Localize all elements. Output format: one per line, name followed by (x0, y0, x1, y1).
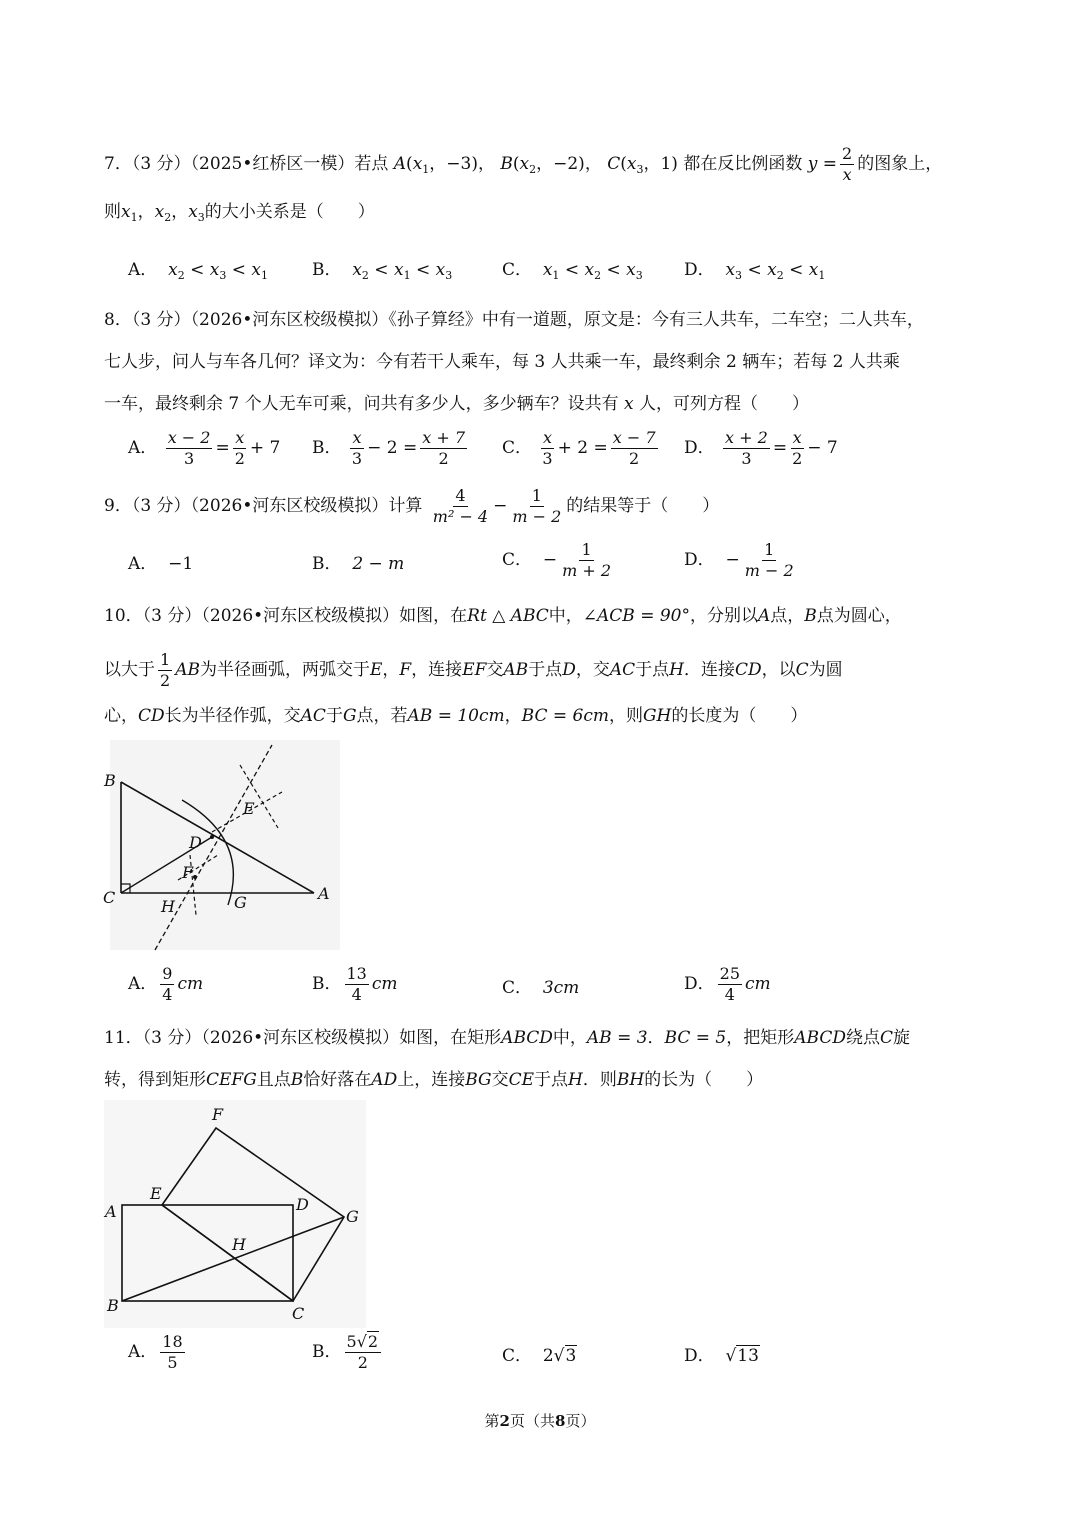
q11-option-a[interactable]: A． $\frac{18}{5}$ (128, 1332, 183, 1372)
page-total: 8 (555, 1412, 566, 1430)
label-g: G (234, 893, 247, 912)
q7-line-1: 7．（3 分）（2025•红桥区一模）若点 $A(x_1$，−3)， $B(x_2$，−2)， $C(x_3$，1) 都在反比例函数 y = $\frac{2}{x}$ 的图象上， (104, 144, 943, 184)
q10-line-1: 10．（3 分）（2026•河东区校级模拟）如图，在Rt △ ABC中，∠ACB = 90°，分别以A点，B点为圆心， (104, 606, 902, 626)
q8-score: （3 分） (131, 310, 191, 330)
figure-background (110, 740, 340, 950)
q7-score: （3 分） (131, 154, 191, 174)
label-b: B (104, 771, 116, 790)
label-a: A (318, 884, 330, 903)
label-f: F (182, 863, 194, 882)
label-h: H (161, 897, 175, 916)
q11-option-b[interactable]: B． $\frac{5√2}{2}$ (312, 1332, 384, 1373)
q11-figure (100, 1100, 370, 1328)
label-f: F (212, 1105, 224, 1124)
q8-option-b[interactable]: B． $\frac{x}{3}$ − 2 = $\frac{x + 7}{2}$ (312, 428, 465, 468)
q10-half-fraction: $\frac{1}{2}$ (160, 650, 171, 690)
q9-option-c[interactable]: C． − $\frac{1}{m + 2}$ (502, 540, 612, 580)
q10-option-c[interactable]: C． 3cm (502, 978, 580, 998)
q8-option-a[interactable]: A． $\frac{x - 2}{3}$ = $\frac{x}{2}$ + 7 (128, 428, 281, 468)
q10-line-3: 心，CD长为半径作弧，交AC于G点，若AB = 10cm，BC = 6cm，则GH的长度为（ ） (104, 706, 808, 726)
q7-source: （2025•红桥区一模） (190, 154, 355, 174)
q11-option-d[interactable]: D． √13 (684, 1346, 759, 1366)
q9-option-b[interactable]: B． 2 − m (312, 554, 405, 574)
q11-source: （2026•河东区校级模拟） (201, 1028, 400, 1048)
q7-function-fraction: $\frac{2}{x}$ (842, 144, 853, 184)
q7-number: 7． (104, 154, 132, 174)
q10-line-2: 以大于 $\frac{1}{2}$ AB为半径画弧，两弧交于E，F，连接EF交AB于点D，交AC于点H．连接CD，以C为圆 (104, 650, 843, 690)
q10-option-a[interactable]: A． $\frac{9}{4}$ cm (128, 964, 204, 1004)
label-c: C (292, 1304, 305, 1323)
q8-line-2: 七人步，问人与车各几何？译文为：今有若干人乘车，每 3 人共乘一车，最终剩余 2 辆车；若每 2 人共乘 (104, 352, 900, 372)
figure-background (104, 1100, 366, 1328)
q10-figure (100, 740, 350, 955)
label-d: D (189, 833, 202, 852)
q9-line-1: 9．（3 分）（2026•河东区校级模拟）计算 $\frac{4}{\text{m² − 4}}$ − $\frac{1}{m - 2}$ 的结果等于（ ） (104, 486, 720, 526)
q10-number: 10． (104, 606, 143, 626)
q7-line-2: 则$x_1$，$x_2$，$x_3$的大小关系是（ ） (104, 202, 375, 224)
q7-option-c[interactable]: C． $x_1 < x_2 < x_3$ (502, 260, 643, 282)
q10-source: （2026•河东区校级模拟） (201, 606, 400, 626)
label-b: B (107, 1296, 119, 1315)
label-g: G (346, 1207, 359, 1226)
q8-number: 8． (104, 310, 132, 330)
label-d: D (296, 1195, 309, 1214)
q9-number: 9． (104, 496, 132, 516)
q10-option-b[interactable]: B． $\frac{13}{4}$ cm (312, 964, 398, 1004)
q9-option-d[interactable]: D． − $\frac{1}{m - 2}$ (684, 540, 794, 580)
point-f (193, 875, 197, 879)
q8-line-1: 8．（3 分）（2026•河东区校级模拟）《孙子算经》中有一道题，原文是：今有三人共车，二车空；二人共车， (104, 310, 924, 330)
q9-source: （2026•河东区校级模拟） (190, 496, 389, 516)
q9-score: （3 分） (131, 496, 191, 516)
page-number: 2 (499, 1412, 510, 1430)
q8-option-c[interactable]: C． $\frac{x}{3}$ + 2 = $\frac{x - 7}{2}$ (502, 428, 656, 468)
q11-line-1: 11．（3 分）（2026•河东区校级模拟）如图，在矩形ABCD中，AB = 3．BC = 5，把矩形ABCD绕点C旋 (104, 1028, 910, 1048)
q8-option-d[interactable]: D． $\frac{x + 2}{3}$ = $\frac{x}{2}$ − 7 (684, 428, 838, 468)
label-c: C (103, 888, 116, 907)
q9-option-a[interactable]: A． −1 (128, 554, 194, 574)
q9-fraction-2: $\frac{1}{m - 2}$ (512, 486, 562, 526)
label-e: E (150, 1184, 162, 1203)
point-d (210, 835, 214, 839)
q7-option-d[interactable]: D． $x_3 < x_2 < x_1$ (684, 260, 826, 282)
label-e: E (243, 799, 255, 818)
q7-option-b[interactable]: B． $x_2 < x_1 < x_3$ (312, 260, 453, 282)
q11-line-2: 转，得到矩形CEFG且点B恰好落在AD上，连接BG交CE于点H．则BH的长为（ ） (104, 1070, 764, 1090)
page-footer: 第2页（共8页） (484, 1412, 596, 1430)
q10-score: （3 分） (142, 606, 202, 626)
label-a: A (105, 1202, 117, 1221)
label-h: H (232, 1235, 246, 1254)
q8-source: （2026•河东区校级模拟） (190, 310, 389, 330)
q11-option-c[interactable]: C． 2√3 (502, 1346, 577, 1366)
q11-score: （3 分） (142, 1028, 202, 1048)
q7-option-a[interactable]: A． $x_2 < x_3 < x_1$ (128, 260, 268, 282)
q9-fraction-1: $\frac{4}{\text{m² − 4}}$ (432, 486, 489, 526)
q10-option-d[interactable]: D． $\frac{25}{4}$ cm (684, 964, 771, 1004)
q8-line-3: 一车，最终剩余 7 个人无车可乘，问共有多少人，多少辆车？设共有 x 人，可列方程（ ） (104, 394, 810, 414)
q11-number: 11． (104, 1028, 143, 1048)
